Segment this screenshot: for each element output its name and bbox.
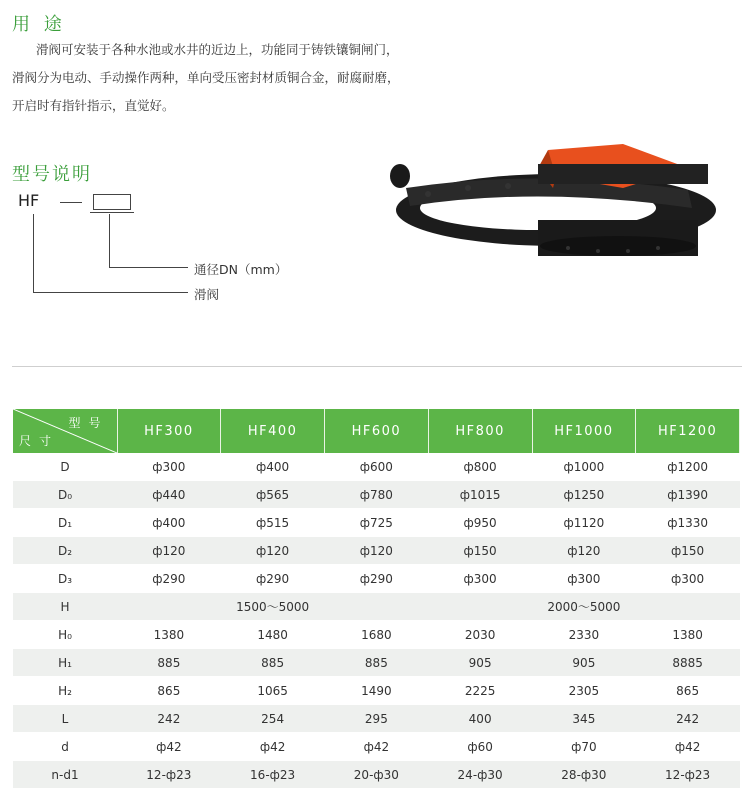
column-header: HF800 xyxy=(428,409,532,453)
table-cell: ф400 xyxy=(221,453,325,481)
table-cell: ф300 xyxy=(636,565,740,593)
table-cell: ф1390 xyxy=(636,481,740,509)
table-cell: ф1250 xyxy=(532,481,636,509)
table-cell: ф725 xyxy=(325,509,429,537)
column-header: HF1200 xyxy=(636,409,740,453)
table-cell: 12-ф23 xyxy=(636,761,740,789)
table-cell: ф1015 xyxy=(428,481,532,509)
section-divider xyxy=(12,366,742,367)
table-cell: 905 xyxy=(532,649,636,677)
table-cell: ф42 xyxy=(636,733,740,761)
spec-table xyxy=(13,409,740,789)
table-cell: ф290 xyxy=(117,565,221,593)
table-cell: ф600 xyxy=(325,453,429,481)
table-row xyxy=(13,509,740,537)
table-cell: 2330 xyxy=(532,621,636,649)
column-header: HF1000 xyxy=(532,409,636,453)
row-label: L xyxy=(13,705,117,733)
row-label: D xyxy=(13,453,117,481)
table-cell: ф800 xyxy=(428,453,532,481)
row-label: D₂ xyxy=(13,537,117,565)
dn-label: 通径DN（mm） xyxy=(194,262,288,277)
table-cell: 242 xyxy=(117,705,221,733)
code-dash xyxy=(60,202,82,203)
table-cell: 2225 xyxy=(428,677,532,705)
table-cell: ф565 xyxy=(221,481,325,509)
table-cell: 24-ф30 xyxy=(428,761,532,789)
slide-valve-photo xyxy=(388,128,716,258)
model-title: 型号说明 xyxy=(12,164,92,185)
usage-description: 滑阀可安装于各种水池或水井的近边上，功能同于铸铁镶铜闸门，滑阀分为电动、手动操作两种，单向受压密封材质铜合金，耐腐耐磨，开启时有指针指示，直觉好。 xyxy=(12,42,400,113)
table-cell: 885 xyxy=(117,649,221,677)
table-row xyxy=(13,733,740,761)
leader-line-dn-horizontal xyxy=(109,267,188,268)
table-cell: ф515 xyxy=(221,509,325,537)
table-cell: ф780 xyxy=(325,481,429,509)
column-header: HF400 xyxy=(221,409,325,453)
row-label: H₀ xyxy=(13,621,117,649)
table-cell: ф300 xyxy=(428,565,532,593)
table-cell: 1680 xyxy=(325,621,429,649)
row-label: H₁ xyxy=(13,649,117,677)
table-cell: 885 xyxy=(221,649,325,677)
table-cell: 1380 xyxy=(117,621,221,649)
type-label: 滑阀 xyxy=(194,287,220,302)
table-cell: 1490 xyxy=(325,677,429,705)
table-cell: ф440 xyxy=(117,481,221,509)
table-row xyxy=(13,705,740,733)
table-row xyxy=(13,649,740,677)
table-cell: 345 xyxy=(532,705,636,733)
table-cell: 295 xyxy=(325,705,429,733)
table-cell: ф42 xyxy=(117,733,221,761)
column-header: HF300 xyxy=(117,409,221,453)
box-underline xyxy=(90,212,134,213)
table-cell: ф70 xyxy=(532,733,636,761)
table-cell: ф42 xyxy=(325,733,429,761)
usage-title: 用 途 xyxy=(12,14,66,35)
table-cell: ф60 xyxy=(428,733,532,761)
table-cell: ф120 xyxy=(117,537,221,565)
table-cell: 2030 xyxy=(428,621,532,649)
table-cell: 2305 xyxy=(532,677,636,705)
table-cell: 1065 xyxy=(221,677,325,705)
table-cell: 242 xyxy=(636,705,740,733)
table-cell: ф1200 xyxy=(636,453,740,481)
table-cell: ф120 xyxy=(325,537,429,565)
table-cell: ф120 xyxy=(221,537,325,565)
row-label: D₁ xyxy=(13,509,117,537)
table-cell: 885 xyxy=(325,649,429,677)
table-cell: ф120 xyxy=(532,537,636,565)
table-cell: 865 xyxy=(636,677,740,705)
row-label: d xyxy=(13,733,117,761)
table-cell: 20-ф30 xyxy=(325,761,429,789)
table-cell: ф290 xyxy=(221,565,325,593)
row-label: n-d1 xyxy=(13,761,117,789)
table-cell: ф300 xyxy=(532,565,636,593)
corner-label-size: 尺寸 xyxy=(19,434,60,448)
table-cell: ф150 xyxy=(636,537,740,565)
table-cell: 1480 xyxy=(221,621,325,649)
table-row xyxy=(13,537,740,565)
spec-header-row xyxy=(13,409,740,453)
table-cell: ф42 xyxy=(221,733,325,761)
table-cell: 865 xyxy=(117,677,221,705)
table-row xyxy=(13,453,740,481)
table-cell: 1380 xyxy=(636,621,740,649)
table-cell: 16-ф23 xyxy=(221,761,325,789)
model-code-diagram xyxy=(0,185,330,305)
table-row xyxy=(13,481,740,509)
row-label: D₀ xyxy=(13,481,117,509)
table-cell: 8885 xyxy=(636,649,740,677)
row-label: H xyxy=(13,593,117,621)
table-cell: 905 xyxy=(428,649,532,677)
table-cell: 28-ф30 xyxy=(532,761,636,789)
leader-line-type-horizontal xyxy=(33,292,188,293)
leader-line-dn xyxy=(109,214,110,268)
row-label: H₂ xyxy=(13,677,117,705)
model-code: HF xyxy=(18,191,40,210)
corner-header-cell xyxy=(13,409,117,453)
dn-placeholder-box xyxy=(93,194,131,210)
row-label: D₃ xyxy=(13,565,117,593)
table-cell: 400 xyxy=(428,705,532,733)
column-header: HF600 xyxy=(325,409,429,453)
table-cell: ф1120 xyxy=(532,509,636,537)
table-row xyxy=(13,677,740,705)
table-row xyxy=(13,593,740,621)
table-cell: ф1330 xyxy=(636,509,740,537)
table-row xyxy=(13,565,740,593)
table-cell: ф1000 xyxy=(532,453,636,481)
table-cell-merged: 2000～5000 xyxy=(428,593,739,621)
table-cell: ф950 xyxy=(428,509,532,537)
table-cell: ф300 xyxy=(117,453,221,481)
table-cell-merged: 1500～5000 xyxy=(117,593,428,621)
corner-label-model: 型号 xyxy=(68,416,109,430)
table-cell: 12-ф23 xyxy=(117,761,221,789)
leader-line-type xyxy=(33,214,34,293)
table-row xyxy=(13,761,740,789)
table-cell: 254 xyxy=(221,705,325,733)
table-row xyxy=(13,621,740,649)
table-cell: ф150 xyxy=(428,537,532,565)
table-cell: ф400 xyxy=(117,509,221,537)
table-cell: ф290 xyxy=(325,565,429,593)
